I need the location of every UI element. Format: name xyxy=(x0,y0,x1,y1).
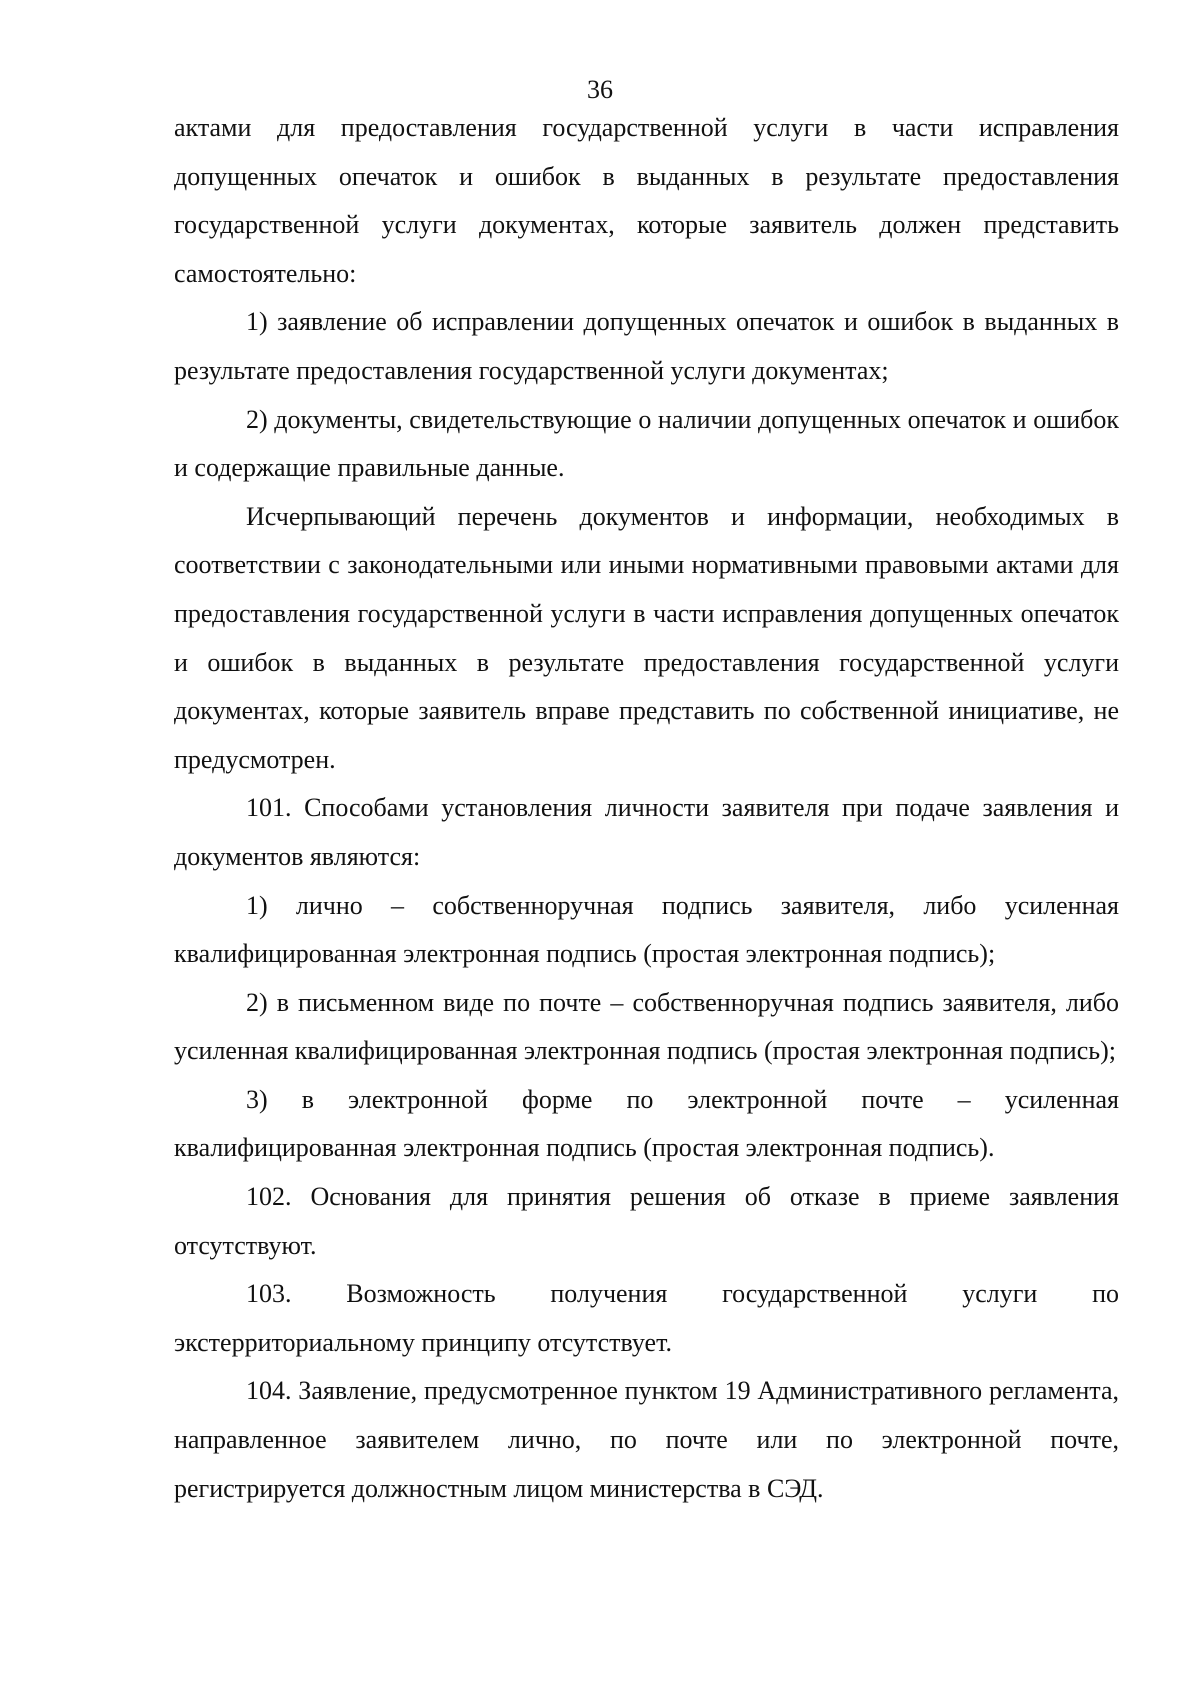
clause-102: 102. Основания для принятия решения об отказе в приеме заявления отсутствуют. xyxy=(174,1182,1119,1260)
clause-103: 103. Возможность получения государственной услуги по экстерриториальному принципу отсутствует. xyxy=(174,1279,1119,1357)
list-item-by-mail: 2) в письменном виде по почте – собственноручная подпись заявителя, либо усиленная квалифицированная электронная подпись (простая электронная подпись); xyxy=(174,987,1119,1066)
page-number: 36 xyxy=(587,75,613,104)
clause-104: 104. Заявление, предусмотренное пунктом 19 Административного регламента, направленное заявителем лично, по почте или по электронной почте, регистрируется должностным лицом министерства в СЭД. xyxy=(174,1376,1119,1503)
clause-101: 101. Способами установления личности заявителя при подаче заявления и документов являются: xyxy=(174,793,1119,871)
paragraph-exhaustive-list: Исчерпывающий перечень документов и информации, необходимых в соответствии с законодательными или иными нормативными правовыми актами для предоставления государственной услуги в части исправления допущенных опечаток и ошибок в выданных в результате предоставления государственной услуги документах, которые заявитель вправе представить по собственной инициативе, не предусмотрен. xyxy=(174,501,1119,774)
document-body xyxy=(174,104,1119,1513)
list-item-in-person: 1) лично – собственноручная подпись заявителя, либо усиленная квалифицированная электронная подпись (простая электронная подпись); xyxy=(174,890,1119,969)
paragraph-continuation: актами для предоставления государственной услуги в части исправления допущенных опечаток и ошибок в выданных в результате предоставления государственной услуги документах, которые заявитель должен представить самостоятельно: xyxy=(174,113,1119,288)
list-item-supporting-documents: 2) документы, свидетельствующие о наличии допущенных опечаток и ошибок и содержащие правильные данные. xyxy=(174,404,1119,483)
list-item-by-email: 3) в электронной форме по электронной почте – усиленная квалифицированная электронная подпись (простая электронная подпись). xyxy=(174,1084,1119,1163)
list-item-application: 1) заявление об исправлении допущенных опечаток и ошибок в выданных в результате предоставления государственной услуги документах; xyxy=(174,307,1119,385)
